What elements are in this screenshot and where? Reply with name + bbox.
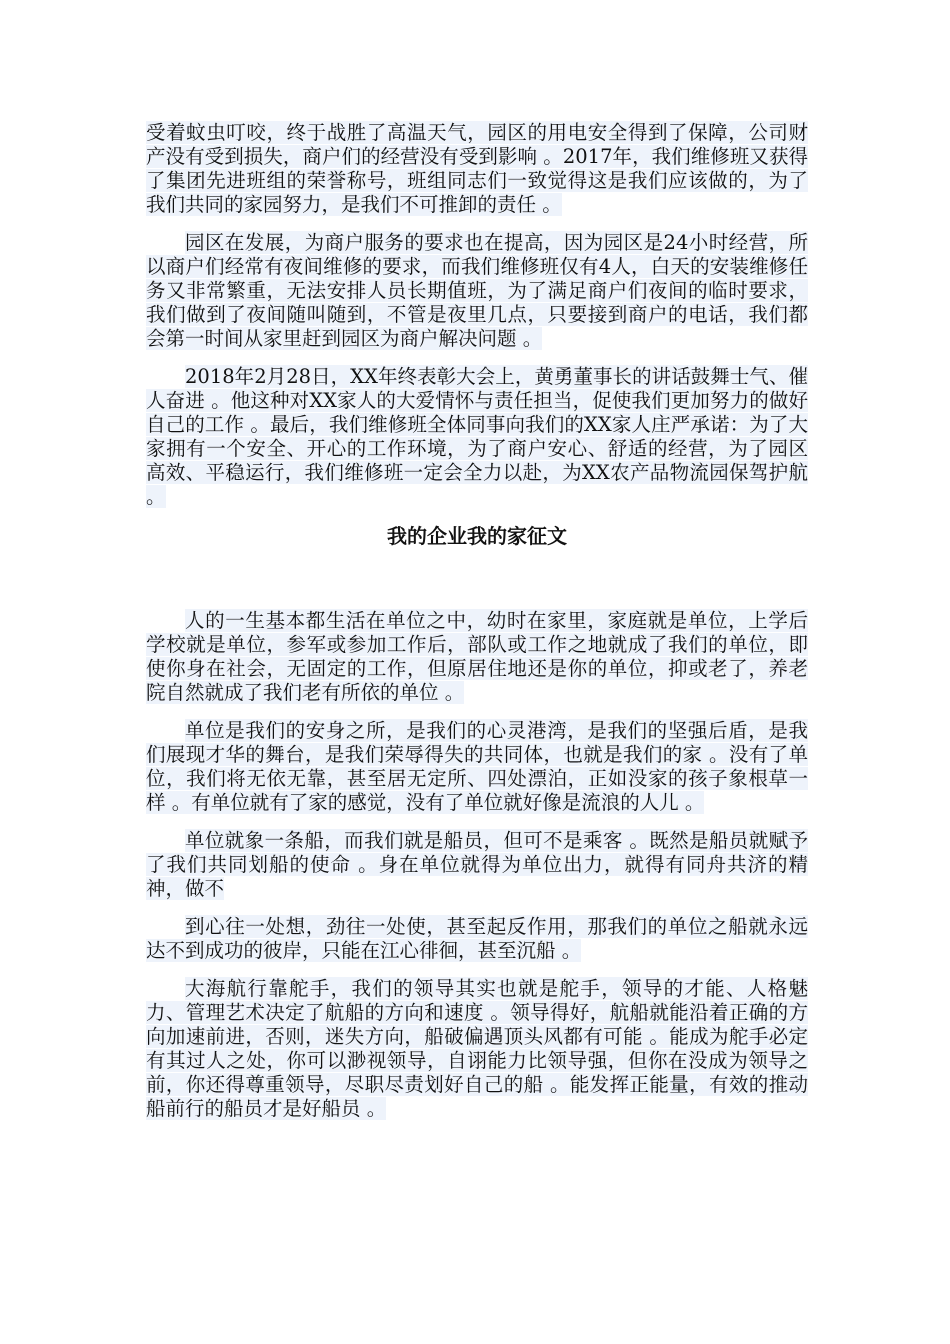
paragraph-text: 园区在发展，为商户服务的要求也在提高，因为园区是24小时经营，所以商户们经常有夜间维修的要求，而我们维修班仅有4人，白天的安装维修任务又非常繁重，无法安排人员长期值班，为了满足商户们夜间的临时要求，我们做到了夜间随叫随到，不管是夜里几点，只要接到商户的电话，我们都会第一时间从家里赶到园区为商户解决问题 。 (146, 231, 808, 350)
paragraph-text: 单位是我们的安身之所，是我们的心灵港湾，是我们的坚强后盾，是我们展现才华的舞台，是我们荣辱得失的共同体，也就是我们的家 。没有了单位，我们将无依无靠，甚至居无定所、四处漂泊，正如没家的孩子象根草一样 。有单位就有了家的感觉，没有了单位就好像是流浪的人儿 。 (146, 719, 808, 814)
paragraph-text: 大海航行靠舵手，我们的领导其实也就是舵手，领导的才能、人格魅力、管理艺术决定了航船的方向和速度 。领导得好，航船就能沿着正确的方向加速前进，否则，迷失方向，船破偏遇顶头风都有可能 。能成为舵手必定有其过人之处，你可以渺视领导，自诩能力比领导强，但你在没成为领导之前，你还得尊重领导，尽职尽责划好自己的船 。能发挥正能量，有效的推动船前行的船员才是好船员 。 (146, 977, 808, 1120)
paragraph (146, 609, 808, 705)
paragraph (146, 977, 808, 1121)
paragraph-text: 单位就象一条船，而我们就是船员，但可不是乘客 。既然是船员就赋予了我们共同划船的使命 。身在单位就得为单位出力，就得有同舟共济的精神，做不 (146, 829, 808, 900)
paragraph-text: 受着蚊虫叮咬，终于战胜了高温天气，园区的用电安全得到了保障，公司财产没有受到损失，商户们的经营没有受到影响 。2017年，我们维修班又获得了集团先进班组的荣誉称号，班组同志们一致觉得这是我们应该做的，为了我们共同的家园努力，是我们不可推卸的责任 。 (146, 121, 808, 216)
paragraph (146, 915, 808, 963)
document-body (146, 121, 808, 1135)
paragraph-text: 人的一生基本都生活在单位之中，幼时在家里，家庭就是单位，上学后学校就是单位，参军或参加工作后，部队或工作之地就成了我们的单位，即使你身在社会，无固定的工作，但原居住地还是你的单位，抑或老了，养老院自然就成了我们老有所依的单位 。 (146, 609, 808, 704)
paragraph (146, 365, 808, 509)
paragraph (146, 231, 808, 351)
essay-title: 我的企业我的家征文 (387, 524, 567, 548)
paragraph-text: 到心往一处想，劲往一处使，甚至起反作用，那我们的单位之船就永远达不到成功的彼岸，只能在江心徘徊，甚至沉船 。 (146, 915, 808, 962)
paragraph (146, 829, 808, 901)
paragraph (146, 719, 808, 815)
paragraph (146, 121, 808, 217)
paragraph-text: 2018年2月28日，XX年终表彰大会上，黄勇董事长的讲话鼓舞士气、催人奋进 。他这种对XX家人的大爱情怀与责任担当，促使我们更加努力的做好自己的工作 。最后，我们维修班全体同事向我们的XX家人庄严承诺：为了大家拥有一个安全、开心的工作环境，为了商户安心、舒适的经营，为了园区高效、平稳运行，我们维修班一定会全力以赴，为XX农产品物流园保驾护航 。 (146, 365, 808, 508)
